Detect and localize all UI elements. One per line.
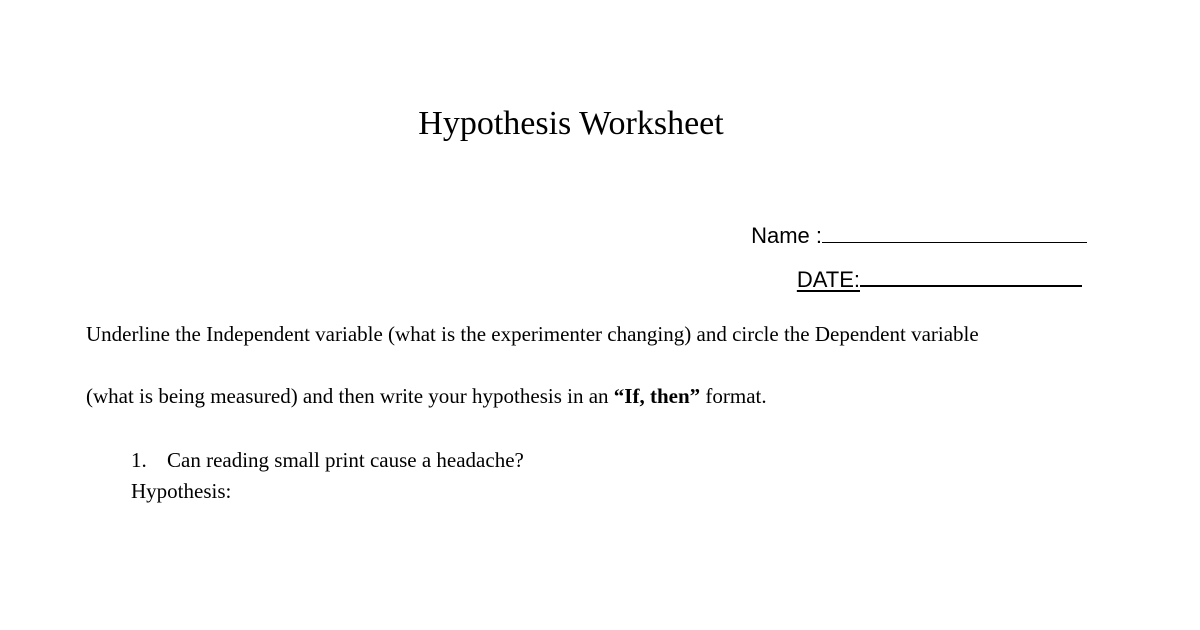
if-then-emphasis: “If, then” — [613, 384, 701, 408]
name-blank-line — [822, 220, 1087, 243]
date-blank-line — [860, 263, 1082, 287]
name-field — [751, 220, 1087, 250]
question-text: Can reading small print cause a headache? — [167, 448, 524, 472]
instruction-line-2-start: (what is being measured) and then write your hypothesis in an — [86, 384, 614, 408]
question-number: 1. — [131, 448, 147, 472]
question-item — [131, 447, 524, 473]
worksheet-title: Hypothesis Worksheet — [418, 105, 724, 142]
date-label: DATE: — [796, 267, 860, 292]
hypothesis-label: Hypothesis: — [131, 479, 232, 503]
instruction-line-1: Underline the Independent variable (what is the experimenter changing) and circle the Dependent variable — [86, 322, 979, 346]
instruction-line-2 — [86, 382, 767, 410]
instruction-line-2-end: format. — [700, 384, 767, 408]
date-field — [797, 263, 1082, 294]
name-label: Name : — [751, 223, 822, 248]
